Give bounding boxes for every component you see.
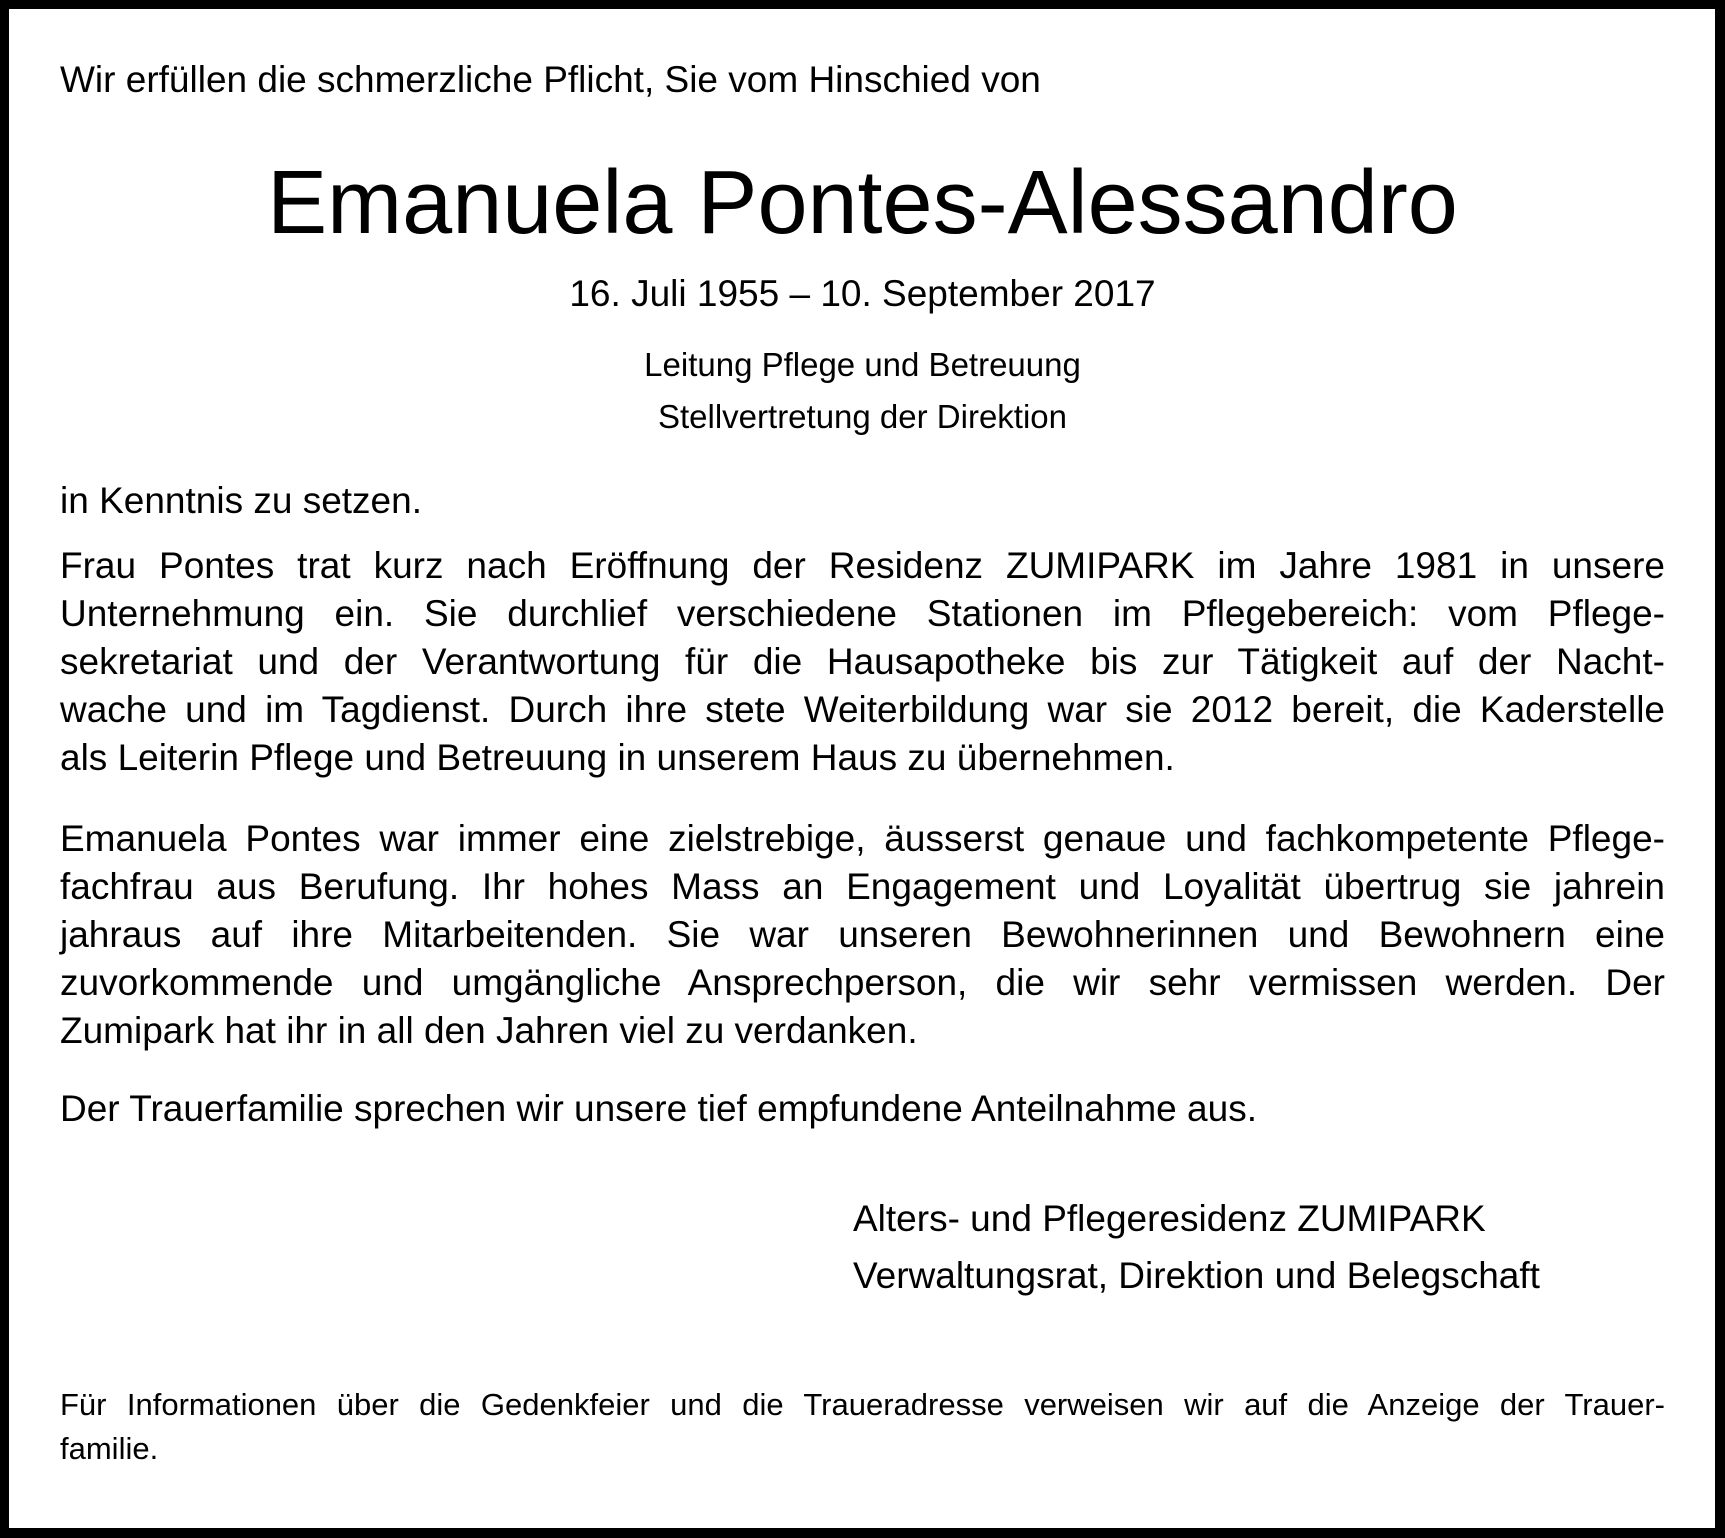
intro-text: Wir erfüllen die schmerzliche Pflicht, Sie vom Hinschied von bbox=[60, 59, 1041, 100]
paragraph-line: Der Trauerfamilie sprechen wir unsere tief empfundene Anteilnahme aus. bbox=[60, 1088, 1257, 1129]
paragraph-line: Emanuela Pontes war immer eine zielstrebige, äusserst genaue und fachkompetente Pflege- bbox=[60, 818, 1665, 859]
paragraph-line: sekretariat und der Verantwortung für die Hausapotheke bis zur Tätigkeit auf der Nacht- bbox=[60, 641, 1665, 682]
footer-line: Für Informationen über die Gedenkfeier und die Traueradresse verweisen wir auf die Anzeige der Trauer- bbox=[60, 1387, 1665, 1422]
paragraph-career bbox=[60, 542, 1665, 782]
paragraph-line: Zumipark hat ihr in all den Jahren viel zu verdanken. bbox=[60, 1010, 918, 1051]
role-line-2: Stellvertretung der Direktion bbox=[657, 398, 1068, 435]
footer-line: familie. bbox=[60, 1431, 159, 1466]
footer-note bbox=[60, 1383, 1665, 1471]
paragraph-line: fachfrau aus Berufung. Ihr hohes Mass an Engagement und Loyalität übertrug sie jahrein bbox=[60, 866, 1665, 907]
paragraph-line: Unternehmung ein. Sie durchlief verschiedene Stationen im Pflegebereich: vom Pflege- bbox=[60, 593, 1665, 634]
deceased-name: Emanuela Pontes-Alessandro bbox=[267, 153, 1458, 253]
role-line-1: Leitung Pflege und Betreuung bbox=[644, 346, 1081, 383]
paragraph-condolence bbox=[60, 1085, 1665, 1133]
paragraph-line: jahraus auf ihre Mitarbeitenden. Sie war unseren Bewohnerinnen und Bewohnern eine bbox=[60, 914, 1665, 955]
signature-organization: Alters- und Pflegeresidenz ZUMIPARK bbox=[853, 1198, 1486, 1239]
paragraph-line: Frau Pontes trat kurz nach Eröffnung der Residenz ZUMIPARK im Jahre 1981 in unsere bbox=[60, 545, 1665, 586]
paragraph-line: als Leiterin Pflege und Betreuung in unserem Haus zu übernehmen. bbox=[60, 737, 1175, 778]
paragraph-line: wache und im Tagdienst. Durch ihre stete Weiterbildung war sie 2012 bereit, die Kaderstelle bbox=[60, 689, 1665, 730]
life-dates: 16. Juli 1955 – 10. September 2017 bbox=[569, 273, 1156, 314]
kenntnis-text: in Kenntnis zu setzen. bbox=[60, 480, 422, 521]
signature-board: Verwaltungsrat, Direktion und Belegschaft bbox=[853, 1255, 1540, 1296]
paragraph-tribute bbox=[60, 815, 1665, 1055]
paragraph-line: zuvorkommende und umgängliche Ansprechperson, die wir sehr vermissen werden. Der bbox=[60, 962, 1665, 1003]
